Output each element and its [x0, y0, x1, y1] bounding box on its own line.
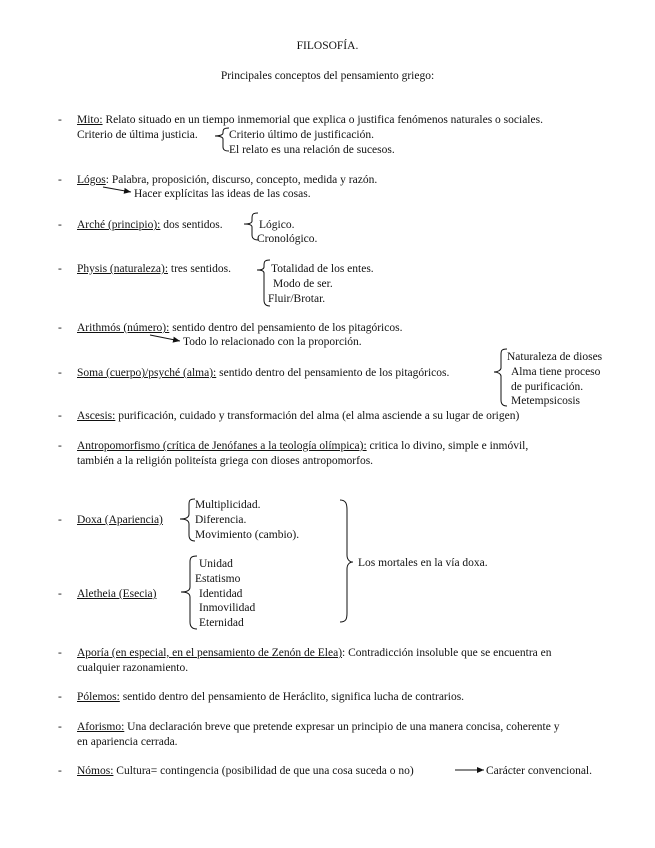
physis-term: Physis (naturaleza): — [77, 263, 169, 275]
aporia-entry — [77, 646, 552, 660]
brace-arche — [244, 213, 258, 240]
bullet: - — [58, 647, 62, 659]
aletheia-branch: Eternidad — [199, 617, 244, 629]
brace-mortales — [340, 500, 353, 622]
logos-term: Lógos — [77, 174, 106, 186]
bullet: - — [58, 721, 62, 733]
arithmos-term: Arithmós (número): — [77, 322, 170, 334]
antropomorfismo-definition: critica lo divino, simple e inmóvil, — [366, 440, 529, 452]
ascesis-definition: purificación, cuidado y transformación del alma (el alma asciende a su lugar de origen) — [115, 410, 520, 422]
bullet: - — [58, 440, 62, 452]
logos-definition: : Palabra, proposición, discurso, concepto, medida y razón. — [105, 174, 378, 186]
aporia-term: Aporía (en especial, en el pensamiento de Zenón de Elea) — [77, 647, 343, 659]
aforismo-entry — [77, 720, 559, 734]
arche-branch: Lógico. — [259, 219, 295, 231]
mito-term: Mito: — [77, 114, 103, 126]
doxa-branch: Diferencia. — [195, 514, 247, 526]
physis-definition: tres sentidos. — [168, 263, 231, 275]
nomos-entry — [77, 764, 414, 778]
bullet: - — [58, 114, 62, 126]
physis-branch: Modo de ser. — [273, 278, 333, 290]
physis-entry — [77, 262, 231, 276]
arche-definition: dos sentidos. — [160, 219, 223, 231]
nomos-term: Nómos: — [77, 765, 114, 777]
bullet: - — [58, 691, 62, 703]
doxa-branch: Movimiento (cambio). — [195, 529, 300, 541]
aforismo-term: Aforismo: — [77, 721, 125, 733]
logos-entry — [77, 173, 377, 187]
soma-branch: Alma tiene proceso — [511, 366, 601, 378]
soma-branch: Metempsicosis — [511, 395, 580, 407]
arithmos-entry — [77, 321, 402, 335]
bullet: - — [58, 219, 62, 231]
aforismo-line2: en apariencia cerrada. — [77, 736, 178, 748]
bullet: - — [58, 263, 62, 275]
mito-branch: El relato es una relación de sucesos. — [229, 144, 395, 156]
physis-branch: Fluir/Brotar. — [268, 293, 326, 305]
bullet: - — [58, 588, 62, 600]
brace-aletheia — [181, 556, 197, 629]
aletheia-branch: Inmovilidad — [199, 602, 256, 614]
bullet: - — [58, 410, 62, 422]
antropomorfismo-term: Antropomorfismo (crítica de Jenófanes a la teología olímpica): — [77, 440, 367, 452]
page-title: FILOSOFÍA. — [296, 40, 359, 52]
arrow-logos — [103, 187, 131, 192]
physis-branch: Totalidad de los entes. — [271, 263, 374, 275]
soma-entry — [77, 366, 449, 380]
mito-branch: Criterio último de justificación. — [229, 129, 374, 141]
arche-branch: Cronológico. — [257, 233, 318, 245]
polemos-definition: sentido dentro del pensamiento de Heráclito, significa lucha de contrarios. — [119, 691, 465, 703]
arithmos-arrow-text: Todo lo relacionado con la proporción. — [183, 336, 362, 348]
bullet: - — [58, 322, 62, 334]
arrow-arithmos — [150, 335, 180, 341]
aporia-definition: : Contradicción insoluble que se encuentra en — [342, 647, 552, 659]
brace-doxa — [180, 499, 195, 541]
polemos-entry — [77, 690, 464, 704]
arithmos-definition: sentido dentro del pensamiento de los pitagóricos. — [169, 322, 403, 334]
bullet: - — [58, 367, 62, 379]
aletheia-branch: Unidad — [199, 558, 233, 570]
aletheia-branch: Identidad — [199, 588, 243, 600]
aporia-line2: cualquier razonamiento. — [77, 662, 189, 674]
logos-arrow-text: Hacer explícitas las ideas de las cosas. — [134, 188, 311, 200]
mortales-note: Los mortales en la vía doxa. — [358, 557, 488, 569]
mito-line2: Criterio de última justicia. — [77, 129, 198, 141]
aletheia-branch: Estatismo — [195, 573, 241, 585]
mito-entry — [77, 113, 543, 127]
antropomorfismo-entry — [77, 439, 528, 453]
arche-term: Arché (principio): — [77, 219, 161, 231]
doxa-branch: Multiplicidad. — [195, 499, 261, 511]
brace-mito — [215, 128, 229, 151]
doxa-term: Doxa (Apariencia) — [77, 514, 163, 526]
mito-definition: Relato situado en un tiempo inmemorial que explica o justifica fenómenos naturales o sociales. — [105, 114, 543, 126]
nomos-result: Carácter convencional. — [486, 765, 592, 777]
ascesis-term: Ascesis: — [77, 410, 116, 422]
soma-branch: de purificación. — [511, 381, 584, 393]
bullet: - — [58, 765, 62, 777]
aletheia-term: Aletheia (Esecia) — [77, 588, 157, 600]
arche-entry — [77, 218, 223, 232]
bullet: - — [58, 174, 62, 186]
soma-definition: sentido dentro del pensamiento de los pitagóricos. — [216, 367, 450, 379]
aforismo-definition: Una declaración breve que pretende expresar un principio de una manera concisa, coherente y — [124, 721, 560, 733]
soma-term: Soma (cuerpo)/psyché (alma): — [77, 367, 217, 379]
page-subtitle: Principales conceptos del pensamiento griego: — [220, 70, 435, 82]
nomos-definition: Cultura= contingencia (posibilidad de que una cosa suceda o no) — [113, 765, 414, 777]
ascesis-entry — [77, 409, 519, 423]
soma-branch: Naturaleza de dioses — [507, 351, 603, 363]
polemos-term: Pólemos: — [77, 691, 120, 703]
brace-soma — [494, 349, 507, 406]
bullet: - — [58, 514, 62, 526]
antropomorfismo-line2: también a la religión politeísta griega con dioses antropomorfos. — [77, 455, 374, 467]
